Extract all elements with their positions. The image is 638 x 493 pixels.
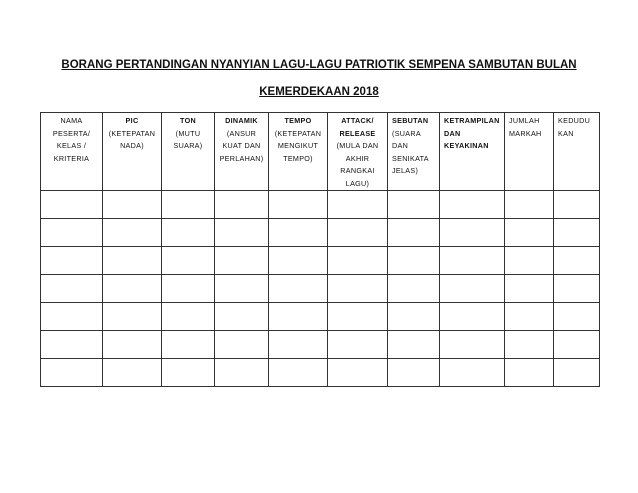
score-cell[interactable] [554,247,600,275]
score-cell[interactable] [41,359,103,387]
score-cell[interactable] [41,303,103,331]
header-sub: (KETEPATAN [274,128,322,138]
score-cell[interactable] [554,359,600,387]
header-ketrampilan [440,113,505,191]
header-sub: (KETEPATAN [108,128,156,138]
score-cell[interactable] [103,191,162,219]
table-body [41,191,600,387]
header-sub: KEDUDU [558,116,591,125]
header-row [41,113,600,191]
score-cell[interactable] [103,331,162,359]
header-attack-release [328,113,388,191]
header-sub: DAN [392,141,409,150]
score-cell[interactable] [505,219,554,247]
form-title-year: KEMERDEKAAN 2018 [259,86,379,98]
score-cell[interactable] [440,275,505,303]
header-kedudukan [554,113,600,191]
score-cell[interactable] [215,359,269,387]
header-sub: PESERTA/ [52,128,91,138]
header-sub: TEMPO) [283,153,313,163]
header-sub: KUAT DAN [222,141,261,150]
score-cell[interactable] [328,219,388,247]
score-cell[interactable] [215,247,269,275]
header-sub: SENIKATA [392,153,429,163]
header-sub: (ANSUR [226,128,257,138]
score-cell[interactable] [554,219,600,247]
score-cell[interactable] [440,331,505,359]
header-sub: JUMLAH [509,116,540,125]
score-cell[interactable] [162,359,215,387]
score-cell[interactable] [388,219,440,247]
header-sub: JELAS) [392,166,419,175]
score-cell[interactable] [162,247,215,275]
score-cell[interactable] [103,359,162,387]
score-cell[interactable] [41,247,103,275]
score-cell[interactable] [505,359,554,387]
score-cell[interactable] [505,275,554,303]
score-cell[interactable] [103,219,162,247]
score-cell[interactable] [388,191,440,219]
form-title: BORANG PERTANDINGAN NYANYIAN LAGU-LAGU PATRIOTIK SEMPENA SAMBUTAN BULAN [61,59,577,71]
scoring-table [40,112,600,387]
header-label: SEBUTAN [392,116,429,125]
score-cell[interactable] [388,359,440,387]
score-cell[interactable] [440,303,505,331]
header-label: PIC [125,116,139,125]
header-pic [103,113,162,191]
header-sub: MENGIKUT [277,141,319,150]
header-ton [162,113,215,191]
score-cell[interactable] [440,359,505,387]
header-sub: KAN [558,128,574,138]
score-cell[interactable] [162,331,215,359]
score-cell[interactable] [269,219,328,247]
score-cell[interactable] [328,303,388,331]
header-label: TEMPO [284,116,312,125]
score-cell[interactable] [269,331,328,359]
score-cell[interactable] [554,331,600,359]
score-cell[interactable] [505,303,554,331]
score-cell[interactable] [328,359,388,387]
header-sub: KRITERIA [53,153,90,163]
score-cell[interactable] [505,247,554,275]
score-cell[interactable] [162,275,215,303]
table-row [41,219,600,247]
score-cell[interactable] [269,275,328,303]
score-cell[interactable] [328,275,388,303]
table-row [41,331,600,359]
score-cell[interactable] [162,303,215,331]
score-cell[interactable] [440,247,505,275]
score-cell[interactable] [328,191,388,219]
header-label: KETRAMPILAN DAN KEYAKINAN [444,116,500,150]
score-cell[interactable] [41,331,103,359]
header-tempo [269,113,328,191]
table-row [41,359,600,387]
score-cell[interactable] [388,303,440,331]
score-cell[interactable] [269,247,328,275]
header-label: DINAMIK [225,116,258,125]
score-cell[interactable] [328,331,388,359]
table-row [41,303,600,331]
header-sub: MARKAH [509,128,542,138]
header-sub: NADA) [120,141,144,150]
header-sebutan [388,113,440,191]
score-cell[interactable] [162,191,215,219]
header-dinamik [215,113,269,191]
score-cell[interactable] [328,247,388,275]
score-cell[interactable] [269,191,328,219]
header-label: ATTACK/ RELEASE [339,116,376,138]
score-cell[interactable] [388,331,440,359]
header-label: TON [180,116,196,125]
score-cell[interactable] [505,331,554,359]
score-cell[interactable] [505,191,554,219]
header-sub: AKHIR [345,153,370,163]
score-cell[interactable] [554,275,600,303]
score-cell[interactable] [554,191,600,219]
header-sub: LAGU) [345,178,370,188]
header-sub: (MUTU [175,128,201,138]
header-jumlah-markah [505,113,554,191]
header-sub: SUARA) [173,141,203,150]
table-row [41,191,600,219]
score-cell[interactable] [103,303,162,331]
score-cell[interactable] [103,275,162,303]
score-cell[interactable] [388,275,440,303]
table-row [41,247,600,275]
header-nama-peserta [41,113,103,191]
header-sub: (SUARA [392,128,421,138]
header-sub: KELAS / [56,141,87,150]
header-sub: RANGKAI [340,166,375,175]
score-cell[interactable] [269,303,328,331]
score-cell[interactable] [554,303,600,331]
table-row [41,275,600,303]
score-cell[interactable] [440,191,505,219]
score-cell[interactable] [215,219,269,247]
header-sub: NAMA [60,116,83,125]
score-cell[interactable] [388,247,440,275]
header-sub: (MULA DAN [336,141,379,150]
score-cell[interactable] [162,219,215,247]
score-cell[interactable] [215,191,269,219]
score-cell[interactable] [440,219,505,247]
header-sub: PERLAHAN) [219,153,264,163]
score-cell[interactable] [269,359,328,387]
score-cell[interactable] [41,219,103,247]
score-cell[interactable] [215,331,269,359]
score-cell[interactable] [103,247,162,275]
score-cell[interactable] [215,275,269,303]
score-cell[interactable] [41,275,103,303]
score-cell[interactable] [215,303,269,331]
score-cell[interactable] [41,191,103,219]
